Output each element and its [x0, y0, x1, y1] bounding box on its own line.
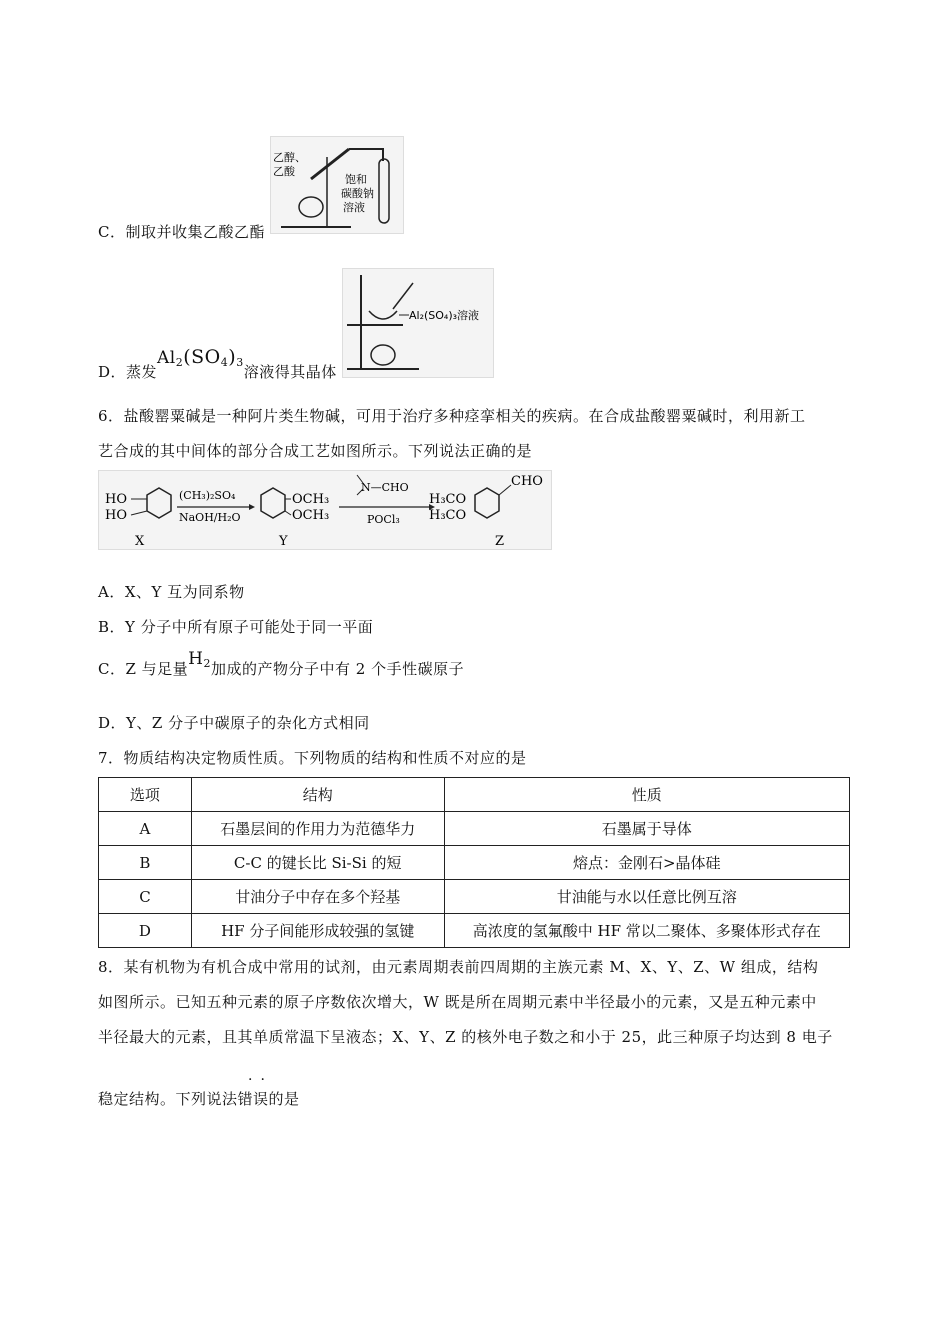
label-z: Z	[495, 534, 505, 549]
reagent-1-top: (CH₃)₂SO₄	[179, 489, 236, 502]
evaporation-figure	[342, 268, 494, 378]
label-x: X	[135, 534, 145, 549]
q5-option-c: C．制取并收集乙酸乙酯	[98, 223, 265, 241]
row-option: A	[99, 812, 192, 846]
ester-apparatus-figure	[270, 136, 404, 234]
table-row	[99, 880, 850, 914]
row-structure: 甘油分子中存在多个羟基	[191, 880, 444, 914]
header-structure: 结构	[191, 778, 444, 812]
q6-option-a: A．X、Y 互为同系物	[98, 583, 245, 601]
fig-c-label-collect-2: 碳酸钠	[341, 187, 374, 200]
q6-stem-line-1: 6．盐酸罂粟碱是一种阿片类生物碱，可用于治疗多种痉挛相关的疾病。在合成盐酸罂粟碱时，利用新工	[98, 407, 806, 425]
q6-option-c-suffix: 加成的产物分子中有 2 个手性碳原子	[211, 660, 465, 678]
row-structure: HF 分子间能形成较强的氢键	[191, 914, 444, 948]
fig-c-label-reactants-1: 乙醇、	[273, 151, 306, 164]
row-property: 熔点：金刚石>晶体硅	[444, 846, 849, 880]
row-property: 石墨属于导体	[444, 812, 849, 846]
row-structure: C-C 的键长比 Si-Si 的短	[191, 846, 444, 880]
y-och3-1: OCH₃	[292, 492, 330, 507]
q6-option-b: B．Y 分子中所有原子可能处于同一平面	[98, 618, 374, 636]
q5-option-d	[98, 346, 337, 382]
z-h3co-2: H₃CO	[429, 508, 467, 523]
q6-option-c	[98, 648, 464, 678]
emphasis-dots: ··	[248, 1072, 273, 1088]
q8-stem-line-3: 半径最大的元素，且其单质常温下呈液态；X、Y、Z 的核外电子数之和小于 25，此三种原子均达到 8 电子	[98, 1028, 833, 1046]
q8-stem-line-2: 如图所示。已知五种元素的原子序数依次增大，W 既是所在周期元素中半径最小的元素，又是五种元素中	[98, 993, 817, 1011]
q8-stem-line-1: 8．某有机物为有机合成中常用的试剂，由元素周期表前四周期的主族元素 M、X、Y、Z、W 组成，结构	[98, 958, 819, 976]
synthesis-scheme	[98, 470, 552, 550]
x-oh-1: HO	[105, 492, 127, 507]
table-row	[99, 846, 850, 880]
reagent-2-bottom: POCl₃	[367, 513, 400, 526]
header-property: 性质	[444, 778, 849, 812]
fig-d-label: Al₂(SO₄)₃溶液	[409, 309, 480, 322]
fig-c-label-collect-3: 溶液	[343, 201, 365, 214]
table-row	[99, 914, 850, 948]
q5-option-d-prefix: D．蒸发	[98, 363, 158, 381]
q5-option-d-suffix: 溶液得其晶体	[243, 363, 337, 381]
y-och3-2: OCH₃	[292, 508, 330, 523]
q6-option-d: D．Y、Z 分子中碳原子的杂化方式相同	[98, 714, 370, 732]
row-property: 甘油能与水以任意比例互溶	[444, 880, 849, 914]
row-option: B	[99, 846, 192, 880]
q7-table	[98, 777, 850, 948]
reagent-2-top: N—CHO	[361, 481, 409, 494]
q6-option-c-formula: $H_2$	[188, 649, 211, 670]
row-property: 高浓度的氢氟酸中 HF 常以二聚体、多聚体形式存在	[444, 914, 849, 948]
table-row	[99, 812, 850, 846]
row-option: D	[99, 914, 192, 948]
label-y: Y	[279, 534, 288, 549]
q6-option-c-prefix: C．Z 与足量	[98, 660, 189, 678]
row-option: C	[99, 880, 192, 914]
reagent-1-bottom: NaOH/H₂O	[179, 511, 241, 524]
fig-c-label-reactants-2: 乙酸	[273, 165, 295, 178]
z-h3co-1: H₃CO	[429, 492, 467, 507]
q8-stem-line-4: 稳定结构。下列说法错误的是	[98, 1090, 300, 1108]
x-oh-2: HO	[105, 508, 127, 523]
q7-stem: 7．物质结构决定物质性质。下列物质的结构和性质不对应的是	[98, 749, 527, 767]
fig-c-label-collect-1: 饱和	[345, 173, 367, 186]
header-option: 选项	[99, 778, 192, 812]
z-cho: CHO	[511, 474, 543, 489]
row-structure: 石墨层间的作用力为范德华力	[191, 812, 444, 846]
q6-stem-line-2: 艺合成的其中间体的部分合成工艺如图所示。下列说法正确的是	[98, 442, 533, 460]
q5-option-d-formula: $Al_2(SO_4)_3$	[157, 346, 244, 369]
table-header-row	[99, 778, 850, 812]
